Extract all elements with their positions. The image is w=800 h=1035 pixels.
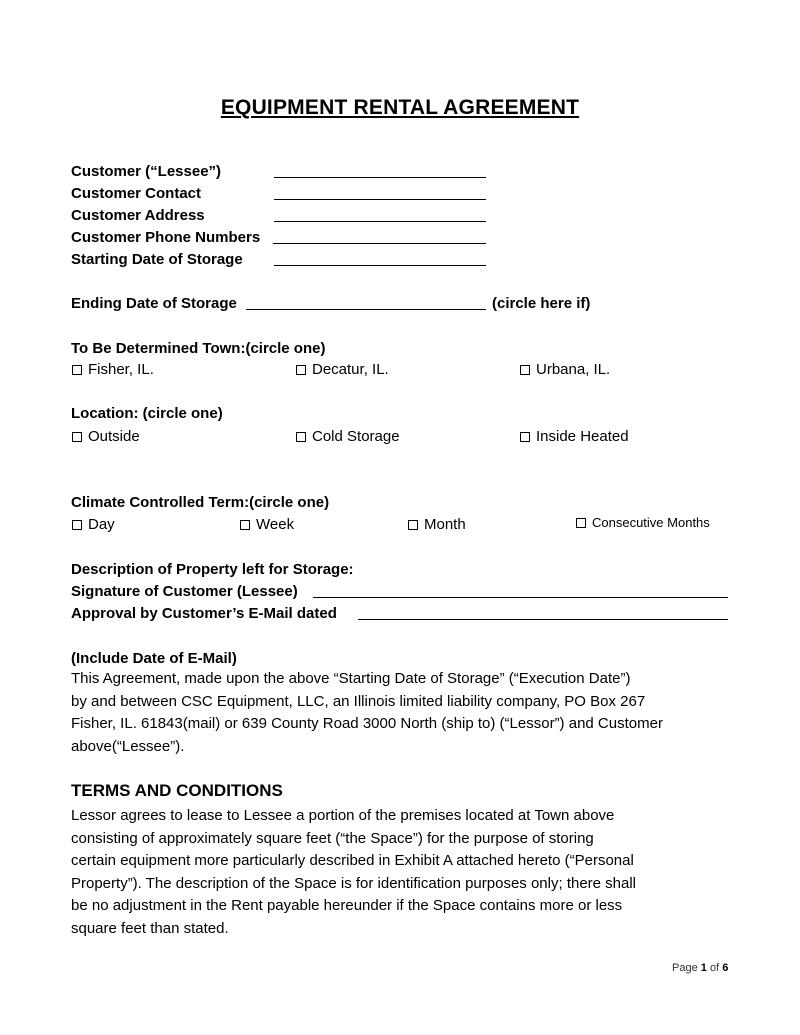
- page-word: Page: [672, 962, 698, 974]
- checkbox-icon[interactable]: [72, 432, 82, 442]
- customer-lessee-line[interactable]: [274, 177, 486, 178]
- climate-option-day[interactable]: [72, 516, 115, 534]
- climate-label: Climate Controlled Term:(circle one): [71, 494, 330, 511]
- customer-address-label: Customer Address: [71, 207, 205, 224]
- checkbox-icon[interactable]: [72, 520, 82, 530]
- location-option-label: Inside Heated: [536, 428, 629, 445]
- total-pages: 6: [722, 962, 729, 974]
- approval-label: Approval by Customer’s E-Mail dated: [71, 605, 337, 622]
- include-date-note: (Include Date of E-Mail): [71, 650, 237, 667]
- climate-option-label: Week: [256, 516, 295, 533]
- checkbox-icon[interactable]: [72, 365, 82, 375]
- current-page: 1: [700, 962, 707, 974]
- climate-option-week[interactable]: [240, 516, 294, 534]
- location-option-outside[interactable]: [72, 428, 140, 446]
- terms-paragraph: [71, 805, 636, 940]
- checkbox-icon[interactable]: [240, 520, 250, 530]
- town-option-label: Decatur, IL.: [312, 361, 389, 378]
- agreement-paragraph: [71, 668, 663, 758]
- ending-date-label: Ending Date of Storage: [71, 295, 237, 312]
- climate-option-consecutive-months[interactable]: [576, 514, 710, 532]
- terms-heading: TERMS AND CONDITIONS: [71, 781, 283, 800]
- checkbox-icon[interactable]: [408, 520, 418, 530]
- checkbox-icon[interactable]: [296, 365, 306, 375]
- customer-contact-line[interactable]: [274, 199, 486, 200]
- checkbox-icon[interactable]: [520, 365, 530, 375]
- approval-line[interactable]: [358, 619, 728, 620]
- climate-option-month[interactable]: [408, 516, 466, 534]
- ending-date-line[interactable]: [246, 309, 486, 310]
- property-description-label: Description of Property left for Storage:: [71, 561, 354, 578]
- customer-phone-line[interactable]: [273, 243, 486, 244]
- checkbox-icon[interactable]: [576, 518, 586, 528]
- customer-address-line[interactable]: [274, 221, 486, 222]
- starting-date-label: Starting Date of Storage: [71, 251, 243, 268]
- customer-lessee-label: Customer (“Lessee”): [71, 163, 222, 180]
- location-label: Location: (circle one): [71, 405, 223, 422]
- signature-line[interactable]: [313, 597, 728, 598]
- customer-phone-label: Customer Phone Numbers: [71, 229, 261, 246]
- page-number-footer: [672, 962, 728, 974]
- agreement-line: Fisher, IL. 61843(mail) or 639 County Road 3000 North (ship to) (“Lessor”) and Customer: [71, 715, 663, 732]
- town-option-fisher[interactable]: [72, 361, 154, 379]
- town-option-label: Urbana, IL.: [536, 361, 611, 378]
- location-option-inside-heated[interactable]: [520, 428, 629, 446]
- terms-line: Lessor agrees to lease to Lessee a portion of the premises located at Town above: [71, 807, 615, 824]
- terms-line: be no adjustment in the Rent payable hereunder if the Space contains more or less: [71, 897, 623, 914]
- agreement-line: by and between CSC Equipment, LLC, an Illinois limited liability company, PO Box 267: [71, 692, 646, 710]
- terms-line: Property”). The description of the Space is for identification purposes only; there shall: [71, 874, 637, 892]
- starting-date-line[interactable]: [274, 265, 486, 266]
- terms-line: certain equipment more particularly described in Exhibit A attached hereto (“Personal: [71, 852, 634, 869]
- town-option-label: Fisher, IL.: [88, 361, 154, 378]
- checkbox-icon[interactable]: [520, 432, 530, 442]
- terms-line: square feet than stated.: [71, 919, 229, 937]
- of-word: of: [709, 962, 720, 974]
- document-title: EQUIPMENT RENTAL AGREEMENT: [220, 96, 580, 119]
- climate-option-label: Month: [424, 516, 466, 533]
- location-option-cold-storage[interactable]: [296, 428, 400, 446]
- signature-label: Signature of Customer (Lessee): [71, 583, 298, 600]
- agreement-line: above(“Lessee”).: [71, 737, 185, 755]
- location-option-label: Outside: [88, 428, 140, 445]
- location-option-label: Cold Storage: [312, 428, 400, 445]
- town-option-decatur[interactable]: [296, 361, 389, 379]
- ending-date-suffix: (circle here if): [492, 295, 591, 312]
- climate-option-label: Consecutive Months: [592, 515, 710, 530]
- terms-line: consisting of approximately square feet (“the Space”) for the purpose of storing: [71, 829, 594, 847]
- agreement-line: This Agreement, made upon the above “Starting Date of Storage” (“Execution Date”): [71, 670, 631, 687]
- customer-contact-label: Customer Contact: [71, 185, 202, 202]
- town-label: To Be Determined Town:(circle one): [71, 340, 326, 357]
- climate-option-label: Day: [88, 516, 115, 533]
- town-option-urbana[interactable]: [520, 361, 610, 379]
- checkbox-icon[interactable]: [296, 432, 306, 442]
